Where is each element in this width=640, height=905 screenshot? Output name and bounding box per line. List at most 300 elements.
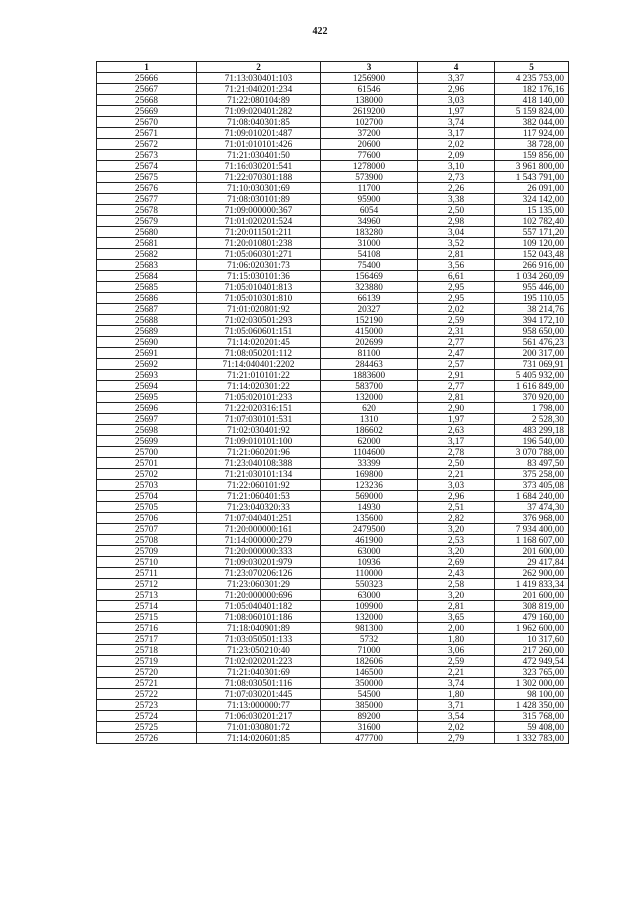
rate-cell: 3,03 [418,95,495,106]
value-cell: 1 034 260,09 [495,271,569,282]
table-row [97,95,569,106]
row-number-cell: 25682 [97,249,197,260]
value-cell: 5 159 824,00 [495,106,569,117]
value-cell: 3 070 788,00 [495,447,569,458]
rate-cell: 2,50 [418,458,495,469]
table-row [97,590,569,601]
area-cell: 20327 [321,304,418,315]
value-cell: 483 299,18 [495,425,569,436]
area-cell: 1256900 [321,73,418,84]
rate-cell: 2,81 [418,249,495,260]
cadastral-number-cell: 71:06:030201:217 [197,711,321,722]
row-number-cell: 25670 [97,117,197,128]
area-cell: 284463 [321,359,418,370]
value-cell: 38 214,76 [495,304,569,315]
table-row [97,227,569,238]
area-cell: 110000 [321,568,418,579]
rate-cell: 2,63 [418,425,495,436]
cadastral-number-cell: 71:02:030401:92 [197,425,321,436]
table-body [97,73,569,744]
value-cell: 373 405,08 [495,480,569,491]
row-number-cell: 25667 [97,84,197,95]
rate-cell: 3,71 [418,700,495,711]
row-number-cell: 25695 [97,392,197,403]
area-cell: 1278000 [321,161,418,172]
row-number-cell: 25672 [97,139,197,150]
rate-cell: 2,77 [418,381,495,392]
table-row [97,711,569,722]
table-row [97,502,569,513]
table-row [97,491,569,502]
rate-cell: 2,58 [418,579,495,590]
row-number-cell: 25681 [97,238,197,249]
rate-cell: 3,03 [418,480,495,491]
rate-cell: 2,95 [418,293,495,304]
area-cell: 1104600 [321,447,418,458]
area-cell: 95900 [321,194,418,205]
area-cell: 6054 [321,205,418,216]
table-row [97,73,569,84]
value-cell: 38 728,00 [495,139,569,150]
cadastral-number-cell: 71:20:010801:238 [197,238,321,249]
row-number-cell: 25680 [97,227,197,238]
rate-cell: 2,02 [418,139,495,150]
value-cell: 201 600,00 [495,546,569,557]
rate-cell: 2,21 [418,469,495,480]
row-number-cell: 25679 [97,216,197,227]
area-cell: 152190 [321,315,418,326]
table-row [97,161,569,172]
cadastral-number-cell: 71:14:000000:279 [197,535,321,546]
area-cell: 323880 [321,282,418,293]
value-cell: 1 419 833,34 [495,579,569,590]
area-cell: 550323 [321,579,418,590]
row-number-cell: 25717 [97,634,197,645]
cadastral-number-cell: 71:21:040301:69 [197,667,321,678]
rate-cell: 3,56 [418,260,495,271]
cadastral-number-cell: 71:08:030501:116 [197,678,321,689]
table-row [97,458,569,469]
cadastral-number-cell: 71:09:010101:100 [197,436,321,447]
row-number-cell: 25721 [97,678,197,689]
value-cell: 59 408,00 [495,722,569,733]
area-cell: 54108 [321,249,418,260]
area-cell: 183280 [321,227,418,238]
row-number-cell: 25692 [97,359,197,370]
table-row [97,172,569,183]
cadastral-number-cell: 71:05:040401:182 [197,601,321,612]
cadastral-number-cell: 71:08:030101:89 [197,194,321,205]
value-cell: 117 924,00 [495,128,569,139]
cadastral-number-cell: 71:23:070206:126 [197,568,321,579]
rate-cell: 1,80 [418,689,495,700]
table-row [97,689,569,700]
rate-cell: 3,17 [418,436,495,447]
row-number-cell: 25710 [97,557,197,568]
row-number-cell: 25699 [97,436,197,447]
rate-cell: 2,73 [418,172,495,183]
cadastral-number-cell: 71:14:020201:45 [197,337,321,348]
value-cell: 1 684 240,00 [495,491,569,502]
value-cell: 15 135,00 [495,205,569,216]
row-number-cell: 25702 [97,469,197,480]
cadastral-number-cell: 71:09:020401:282 [197,106,321,117]
value-cell: 1 428 350,00 [495,700,569,711]
rate-cell: 1,97 [418,414,495,425]
table-row [97,194,569,205]
area-cell: 186602 [321,425,418,436]
value-cell: 1 962 600,00 [495,623,569,634]
cadastral-number-cell: 71:05:010401:813 [197,282,321,293]
value-cell: 217 260,00 [495,645,569,656]
cadastral-number-cell: 71:01:020201:524 [197,216,321,227]
area-cell: 2619200 [321,106,418,117]
value-cell: 561 476,23 [495,337,569,348]
rate-cell: 2,91 [418,370,495,381]
cadastral-number-cell: 71:05:020101:233 [197,392,321,403]
row-number-cell: 25715 [97,612,197,623]
row-number-cell: 25686 [97,293,197,304]
area-cell: 477700 [321,733,418,744]
table-row [97,205,569,216]
rate-cell: 2,47 [418,348,495,359]
column-header: 2 [197,62,321,73]
table-row [97,304,569,315]
table-row [97,337,569,348]
rate-cell: 2,02 [418,304,495,315]
value-cell: 37 474,30 [495,502,569,513]
area-cell: 981300 [321,623,418,634]
area-cell: 169800 [321,469,418,480]
cadastral-number-cell: 71:21:060401:53 [197,491,321,502]
area-cell: 350000 [321,678,418,689]
cadastral-number-cell: 71:10:030301:69 [197,183,321,194]
row-number-cell: 25708 [97,535,197,546]
rate-cell: 2,59 [418,656,495,667]
area-cell: 20600 [321,139,418,150]
area-cell: 66139 [321,293,418,304]
row-number-cell: 25724 [97,711,197,722]
area-cell: 37200 [321,128,418,139]
row-number-cell: 25675 [97,172,197,183]
cadastral-number-cell: 71:13:000000:77 [197,700,321,711]
value-cell: 196 540,00 [495,436,569,447]
area-cell: 573900 [321,172,418,183]
area-cell: 385000 [321,700,418,711]
area-cell: 620 [321,403,418,414]
value-cell: 376 968,00 [495,513,569,524]
row-number-cell: 25687 [97,304,197,315]
row-number-cell: 25719 [97,656,197,667]
rate-cell: 2,51 [418,502,495,513]
value-cell: 1 332 783,00 [495,733,569,744]
rate-cell: 2,69 [418,557,495,568]
row-number-cell: 25707 [97,524,197,535]
row-number-cell: 25714 [97,601,197,612]
row-number-cell: 25676 [97,183,197,194]
value-cell: 382 044,00 [495,117,569,128]
cadastral-number-cell: 71:02:030501:293 [197,315,321,326]
value-cell: 10 317,60 [495,634,569,645]
rate-cell: 2,59 [418,315,495,326]
cadastral-number-cell: 71:09:030201:979 [197,557,321,568]
area-cell: 583700 [321,381,418,392]
rate-cell: 2,02 [418,722,495,733]
rate-cell: 2,53 [418,535,495,546]
column-header: 3 [321,62,418,73]
value-cell: 1 543 791,00 [495,172,569,183]
cadastral-number-cell: 71:22:080104:89 [197,95,321,106]
rate-cell: 1,80 [418,634,495,645]
value-cell: 262 900,00 [495,568,569,579]
table-row [97,557,569,568]
cadastral-number-cell: 71:20:000000:696 [197,590,321,601]
cadastral-number-cell: 71:08:040301:85 [197,117,321,128]
value-cell: 159 856,00 [495,150,569,161]
row-number-cell: 25677 [97,194,197,205]
cadastral-number-cell: 71:02:020201:223 [197,656,321,667]
table-row [97,700,569,711]
row-number-cell: 25683 [97,260,197,271]
rate-cell: 2,21 [418,667,495,678]
area-cell: 132000 [321,612,418,623]
cadastral-number-cell: 71:07:040401:251 [197,513,321,524]
value-cell: 472 949,54 [495,656,569,667]
table-row [97,601,569,612]
table-row [97,348,569,359]
cadastral-number-cell: 71:07:030201:445 [197,689,321,700]
cadastral-number-cell: 71:13:030401:103 [197,73,321,84]
row-number-cell: 25701 [97,458,197,469]
area-cell: 415000 [321,326,418,337]
table-row [97,249,569,260]
area-cell: 138000 [321,95,418,106]
area-cell: 461900 [321,535,418,546]
table-row [97,128,569,139]
table-row [97,106,569,117]
row-number-cell: 25722 [97,689,197,700]
value-cell: 29 417,84 [495,557,569,568]
header-row [97,62,569,73]
value-cell: 1 798,00 [495,403,569,414]
row-number-cell: 25720 [97,667,197,678]
area-cell: 5732 [321,634,418,645]
table-row [97,326,569,337]
value-cell: 3 961 800,00 [495,161,569,172]
value-cell: 958 650,00 [495,326,569,337]
table-row [97,117,569,128]
value-cell: 26 091,00 [495,183,569,194]
table-row [97,634,569,645]
area-cell: 2479500 [321,524,418,535]
row-number-cell: 25678 [97,205,197,216]
rate-cell: 2,81 [418,601,495,612]
cadastral-number-cell: 71:18:040901:89 [197,623,321,634]
cadastral-number-cell: 71:20:000000:161 [197,524,321,535]
value-cell: 4 235 753,00 [495,73,569,84]
table-row [97,260,569,271]
table-row [97,425,569,436]
rate-cell: 2,96 [418,84,495,95]
rate-cell: 2,81 [418,392,495,403]
value-cell: 418 140,00 [495,95,569,106]
area-cell: 62000 [321,436,418,447]
rate-cell: 2,82 [418,513,495,524]
area-cell: 63000 [321,546,418,557]
value-cell: 152 043,48 [495,249,569,260]
area-cell: 182606 [321,656,418,667]
table-row [97,84,569,95]
row-number-cell: 25698 [97,425,197,436]
table-row [97,370,569,381]
rate-cell: 3,74 [418,678,495,689]
rate-cell: 2,77 [418,337,495,348]
table-row [97,535,569,546]
area-cell: 31000 [321,238,418,249]
cadastral-number-cell: 71:05:060601:151 [197,326,321,337]
cadastral-number-cell: 71:22:020316:151 [197,403,321,414]
row-number-cell: 25688 [97,315,197,326]
rate-cell: 3,06 [418,645,495,656]
value-cell: 479 160,00 [495,612,569,623]
row-number-cell: 25689 [97,326,197,337]
rate-cell: 2,78 [418,447,495,458]
area-cell: 14930 [321,502,418,513]
table-row [97,469,569,480]
cadastral-number-cell: 71:01:030801:72 [197,722,321,733]
rate-cell: 2,90 [418,403,495,414]
cadastral-number-cell: 71:21:030101:134 [197,469,321,480]
row-number-cell: 25684 [97,271,197,282]
value-cell: 2 528,30 [495,414,569,425]
area-cell: 569000 [321,491,418,502]
rate-cell: 3,74 [418,117,495,128]
table-row [97,722,569,733]
cadastral-number-cell: 71:23:040320:33 [197,502,321,513]
area-cell: 123236 [321,480,418,491]
row-number-cell: 25694 [97,381,197,392]
row-number-cell: 25671 [97,128,197,139]
table-row [97,150,569,161]
area-cell: 146500 [321,667,418,678]
area-cell: 63000 [321,590,418,601]
table-row [97,414,569,425]
value-cell: 98 100,00 [495,689,569,700]
table-row [97,381,569,392]
area-cell: 1883600 [321,370,418,381]
row-number-cell: 25668 [97,95,197,106]
table-row [97,271,569,282]
rate-cell: 3,52 [418,238,495,249]
cadastral-number-cell: 71:16:030201:541 [197,161,321,172]
column-header: 5 [495,62,569,73]
value-cell: 1 302 000,00 [495,678,569,689]
table-row [97,546,569,557]
rate-cell: 3,04 [418,227,495,238]
cadastral-number-cell: 71:21:010101:22 [197,370,321,381]
row-number-cell: 25713 [97,590,197,601]
rate-cell: 3,17 [418,128,495,139]
table-row [97,612,569,623]
area-cell: 135600 [321,513,418,524]
rate-cell: 3,54 [418,711,495,722]
row-number-cell: 25696 [97,403,197,414]
rate-cell: 2,79 [418,733,495,744]
cadastral-number-cell: 71:20:011501:211 [197,227,321,238]
row-number-cell: 25700 [97,447,197,458]
rate-cell: 2,50 [418,205,495,216]
cadastral-number-cell: 71:21:030401:50 [197,150,321,161]
table-row [97,623,569,634]
rate-cell: 3,20 [418,546,495,557]
row-number-cell: 25723 [97,700,197,711]
row-number-cell: 25712 [97,579,197,590]
value-cell: 102 782,40 [495,216,569,227]
area-cell: 156469 [321,271,418,282]
rate-cell: 2,57 [418,359,495,370]
cadastral-number-cell: 71:14:020301:22 [197,381,321,392]
value-cell: 955 446,00 [495,282,569,293]
cadastral-number-cell: 71:01:010101:426 [197,139,321,150]
rate-cell: 2,00 [418,623,495,634]
value-cell: 375 258,00 [495,469,569,480]
row-number-cell: 25725 [97,722,197,733]
cadastral-number-cell: 71:09:010201:487 [197,128,321,139]
area-cell: 202699 [321,337,418,348]
table-row [97,579,569,590]
cadastral-number-cell: 71:14:020601:85 [197,733,321,744]
cadastral-number-cell: 71:08:060101:186 [197,612,321,623]
area-cell: 1310 [321,414,418,425]
area-cell: 11700 [321,183,418,194]
table-row [97,139,569,150]
table-row [97,183,569,194]
table-row [97,238,569,249]
cadastral-number-cell: 71:06:020301:73 [197,260,321,271]
rate-cell: 3,10 [418,161,495,172]
rate-cell: 3,20 [418,590,495,601]
rate-cell: 2,95 [418,282,495,293]
cadastral-number-cell: 71:05:060301:271 [197,249,321,260]
cadastral-number-cell: 71:21:040201:234 [197,84,321,95]
row-number-cell: 25711 [97,568,197,579]
cadastral-number-cell: 71:14:040401:2202 [197,359,321,370]
table-row [97,645,569,656]
table-row [97,293,569,304]
area-cell: 54500 [321,689,418,700]
row-number-cell: 25691 [97,348,197,359]
row-number-cell: 25666 [97,73,197,84]
table-row [97,282,569,293]
cadastral-number-cell: 71:09:000000:367 [197,205,321,216]
area-cell: 109900 [321,601,418,612]
table-row [97,403,569,414]
table-row [97,392,569,403]
cadastral-number-cell: 71:03:050501:133 [197,634,321,645]
area-cell: 75400 [321,260,418,271]
rate-cell: 3,38 [418,194,495,205]
cadastral-number-cell: 71:07:030101:531 [197,414,321,425]
data-table [96,61,569,744]
row-number-cell: 25685 [97,282,197,293]
row-number-cell: 25718 [97,645,197,656]
table-row [97,315,569,326]
cadastral-number-cell: 71:23:060301:29 [197,579,321,590]
rate-cell: 2,43 [418,568,495,579]
value-cell: 201 600,00 [495,590,569,601]
area-cell: 61546 [321,84,418,95]
rate-cell: 2,31 [418,326,495,337]
